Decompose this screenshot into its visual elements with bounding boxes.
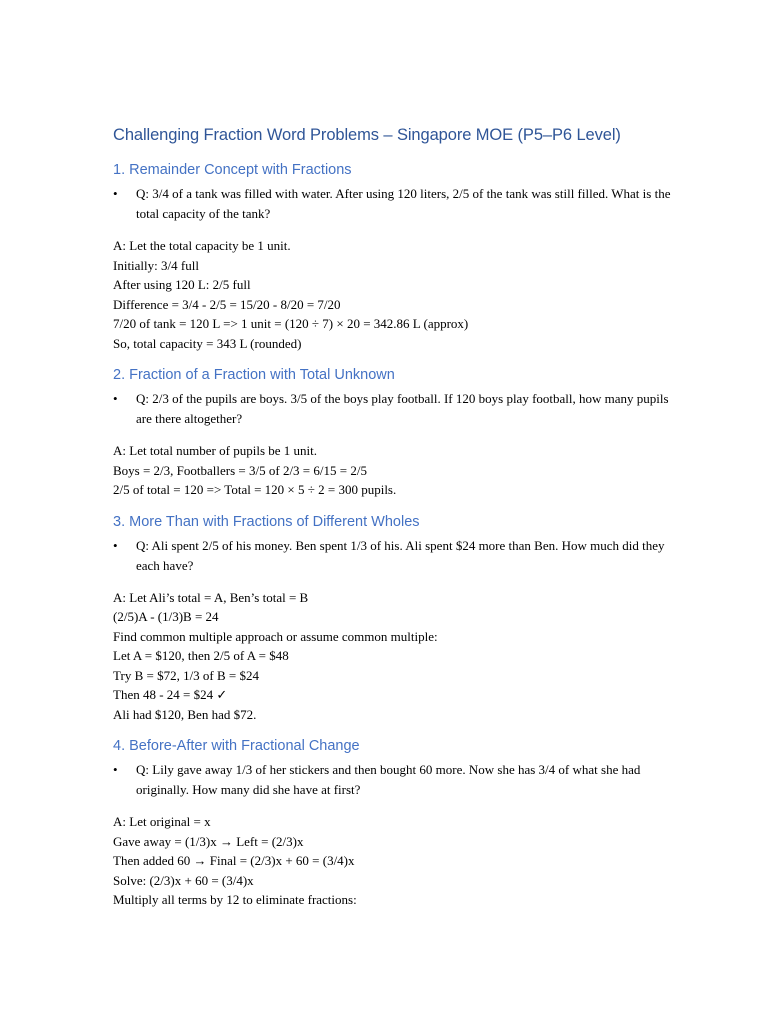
answer-block bbox=[113, 588, 673, 725]
question-bullet bbox=[113, 760, 673, 800]
answer-line: A: Let original = x bbox=[113, 814, 211, 829]
answer-block bbox=[113, 236, 673, 353]
answer-line: Boys = 2/3, Footballers = 3/5 of 2/3 = 6/15 = 2/5 bbox=[113, 462, 367, 478]
answer-line: A: Let the total capacity be 1 unit. bbox=[113, 238, 291, 253]
section-fraction-of-fraction bbox=[113, 365, 673, 500]
section-remainder-concept bbox=[113, 160, 673, 353]
answer-line: Gave away = (1/3)x → Left = (2/3)x bbox=[113, 833, 304, 849]
answer-line: Multiply all terms by 12 to eliminate fractions: bbox=[113, 892, 357, 907]
section-heading: 2. Fraction of a Fraction with Total Unknown bbox=[113, 367, 395, 383]
document-title: Challenging Fraction Word Problems – Singapore MOE (P5–P6 Level) bbox=[113, 126, 621, 144]
answer-line: 7/20 of tank = 120 L => 1 unit = (120 ÷ 7) × 20 = 342.86 L (approx) bbox=[113, 316, 469, 331]
answer-line: Solve: (2/3)x + 60 = (3/4)x bbox=[113, 872, 254, 888]
answer-line: Then added 60 → Final = (2/3)x + 60 = (3/4)x bbox=[113, 853, 355, 868]
answer-line: Find common multiple approach or assume common multiple: bbox=[113, 628, 438, 644]
answer-line: Difference = 3/4 - 2/5 = 15/20 - 8/20 = 7/20 bbox=[113, 296, 341, 312]
answer-block bbox=[113, 441, 673, 500]
answer-line: (2/5)A - (1/3)B = 24 bbox=[113, 609, 219, 624]
section-before-after bbox=[113, 736, 673, 910]
question-text: Q: 2/3 of the pupils are boys. 3/5 of the boys play football. If 120 boys play football, how many pupils are there altogether? bbox=[136, 391, 669, 426]
question-bullet bbox=[113, 184, 673, 224]
answer-line: After using 120 L: 2/5 full bbox=[113, 277, 251, 292]
answer-line: Try B = $72, 1/3 of B = $24 bbox=[113, 667, 260, 683]
answer-line: A: Let total number of pupils be 1 unit. bbox=[113, 443, 317, 458]
section-heading: 1. Remainder Concept with Fractions bbox=[113, 162, 352, 178]
answer-line: Ali had $120, Ben had $72. bbox=[113, 706, 257, 722]
document-content bbox=[113, 124, 673, 922]
section-heading: 3. More Than with Fractions of Different Wholes bbox=[113, 513, 420, 530]
answer-line: Initially: 3/4 full bbox=[113, 257, 199, 273]
answer-line: Let A = $120, then 2/5 of A = $48 bbox=[113, 648, 289, 663]
answer-block bbox=[113, 812, 673, 910]
section-more-than bbox=[113, 512, 673, 725]
question-text: Q: Ali spent 2/5 of his money. Ben spent 1/3 of his. Ali spent $24 more than Ben. How much did they each have? bbox=[136, 537, 665, 573]
bullet-icon: • bbox=[113, 186, 118, 201]
section-heading: 4. Before-After with Fractional Change bbox=[113, 738, 360, 754]
answer-line: So, total capacity = 343 L (rounded) bbox=[113, 335, 302, 351]
bullet-icon: • bbox=[113, 391, 118, 406]
question-bullet bbox=[113, 536, 673, 576]
question-bullet bbox=[113, 389, 673, 429]
question-text: Q: Lily gave away 1/3 of her stickers and then bought 60 more. Now she has 3/4 of what she had originally. How many did she have at first? bbox=[136, 762, 641, 797]
bullet-icon: • bbox=[113, 537, 118, 553]
question-text: Q: 3/4 of a tank was filled with water. After using 120 liters, 2/5 of the tank was still filled. What is the total capacity of the tank? bbox=[136, 186, 671, 221]
answer-line: Then 48 - 24 = $24 ✓ bbox=[113, 687, 228, 702]
answer-line: 2/5 of total = 120 => Total = 120 × 5 ÷ 2 = 300 pupils. bbox=[113, 482, 397, 497]
bullet-icon: • bbox=[113, 762, 118, 777]
answer-line: A: Let Ali’s total = A, Ben’s total = B bbox=[113, 589, 309, 605]
